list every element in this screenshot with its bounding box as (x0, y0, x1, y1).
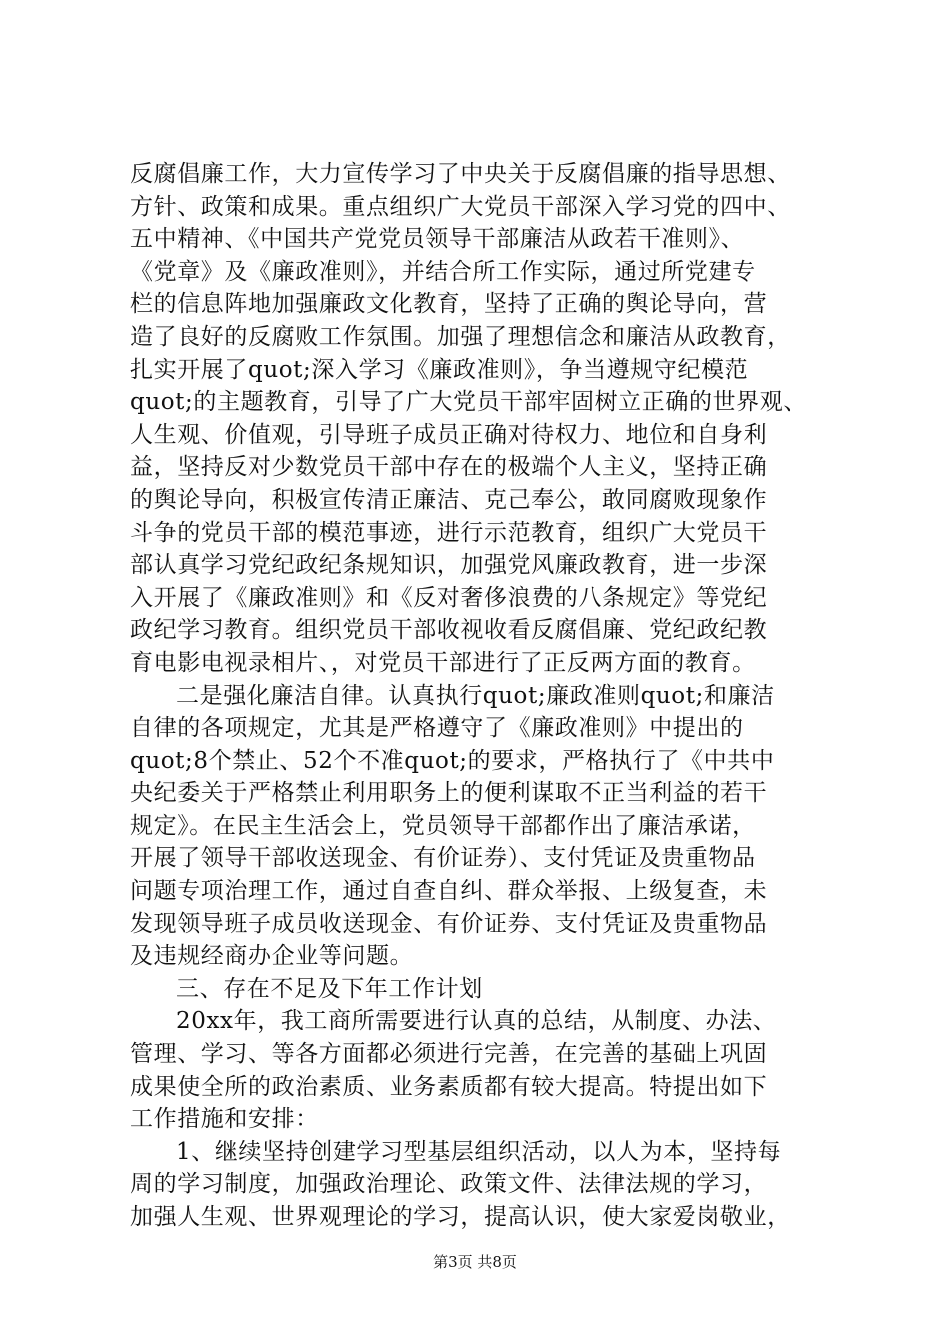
text-line: 育电影电视录相片、，对党员干部进行了正反两方面的教育。 (130, 649, 756, 676)
text-line: quot;8个禁止、52个不准quot;的要求，严格执行了《中共中 (130, 747, 775, 774)
text-line: 工作措施和安排： (130, 1106, 319, 1133)
text-line: 方针、政策和成果。重点组织广大党员干部深入学习党的四中、 (130, 193, 791, 220)
text-line: 造了良好的反腐败工作氛围。加强了理想信念和廉洁从政教育， (130, 323, 791, 350)
text-line: 人生观、价值观，引导班子成员正确对待权力、地位和自身利 (130, 421, 768, 448)
text-line: 及违规经商办企业等问题。 (130, 943, 414, 970)
text-line: 二是强化廉洁自律。认真执行quot;廉政准则quot;和廉洁 (176, 682, 775, 709)
text-line: 部认真学习党纪政纪条规知识，加强党风廉政教育，进一步深 (130, 552, 768, 579)
text-line: 三、存在不足及下年工作计划 (176, 975, 483, 1002)
text-line: 政纪学习教育。组织党员干部收视收看反腐倡廉、党纪政纪教 (130, 617, 768, 644)
text-line: 入开展了《廉政准则》和《反对奢侈浪费的八条规定》等党纪 (130, 584, 768, 611)
text-line: 加强人生观、世界观理论的学习，提高认识，使大家爱岗敬业， (130, 1204, 791, 1230)
text-line: 规定》。在民主生活会上，党员领导干部都作出了廉洁承诺， (130, 812, 756, 839)
text-line: 1、继续坚持创建学习型基层组织活动，以人为本，坚持每 (176, 1138, 782, 1165)
text-line: 管理、学习、等各方面都必须进行完善，在完善的基础上巩固 (130, 1041, 768, 1068)
text-line: 20xx年，我工商所需要进行认真的总结，从制度、办法、 (176, 1008, 777, 1035)
text-line: 问题专项治理工作，通过自查自纠、群众举报、上级复查，未 (130, 878, 768, 905)
text-line: 扎实开展了quot;深入学习《廉政准则》，争当遵规守纪模范 (130, 356, 749, 383)
text-line: quot;的主题教育，引导了广大党员干部牢固树立正确的世界观、 (130, 389, 807, 416)
text-line: 斗争的党员干部的模范事迹，进行示范教育，组织广大党员干 (130, 519, 768, 546)
body-text (130, 158, 835, 1234)
text-line: 五中精神、《中国共产党党员领导干部廉洁从政若干准则》、 (130, 226, 745, 253)
page-footer: 第3页 共8页 (433, 1253, 517, 1271)
text-line: 成果使全所的政治素质、业务素质都有较大提高。特提出如下 (130, 1073, 768, 1100)
text-line: 反腐倡廉工作，大力宣传学习了中央关于反腐倡廉的指导思想、 (130, 161, 791, 187)
text-line: 益，坚持反对少数党员干部中存在的极端个人主义，坚持正确 (130, 454, 768, 481)
text-line: 周的学习制度，加强政治理论、政策文件、法律法规的学习， (130, 1171, 768, 1198)
text-line: 发现领导班子成员收送现金、有价证券、支付凭证及贵重物品 (130, 910, 768, 937)
text-line: 《党章》及《廉政准则》，并结合所工作实际，通过所党建专 (130, 258, 756, 285)
text-line: 央纪委关于严格禁止利用职务上的便利谋取不正当利益的若干 (130, 780, 768, 807)
text-line: 开展了领导干部收送现金、有价证券）、支付凭证及贵重物品 (130, 845, 756, 872)
text-line: 栏的信息阵地加强廉政文化教育，坚持了正确的舆论导向，营 (130, 291, 768, 318)
text-line: 自律的各项规定，尤其是严格遵守了《廉政准则》中提出的 (130, 715, 744, 742)
text-line: 的舆论导向，积极宣传清正廉洁、克己奉公，敢同腐败现象作 (130, 486, 768, 513)
